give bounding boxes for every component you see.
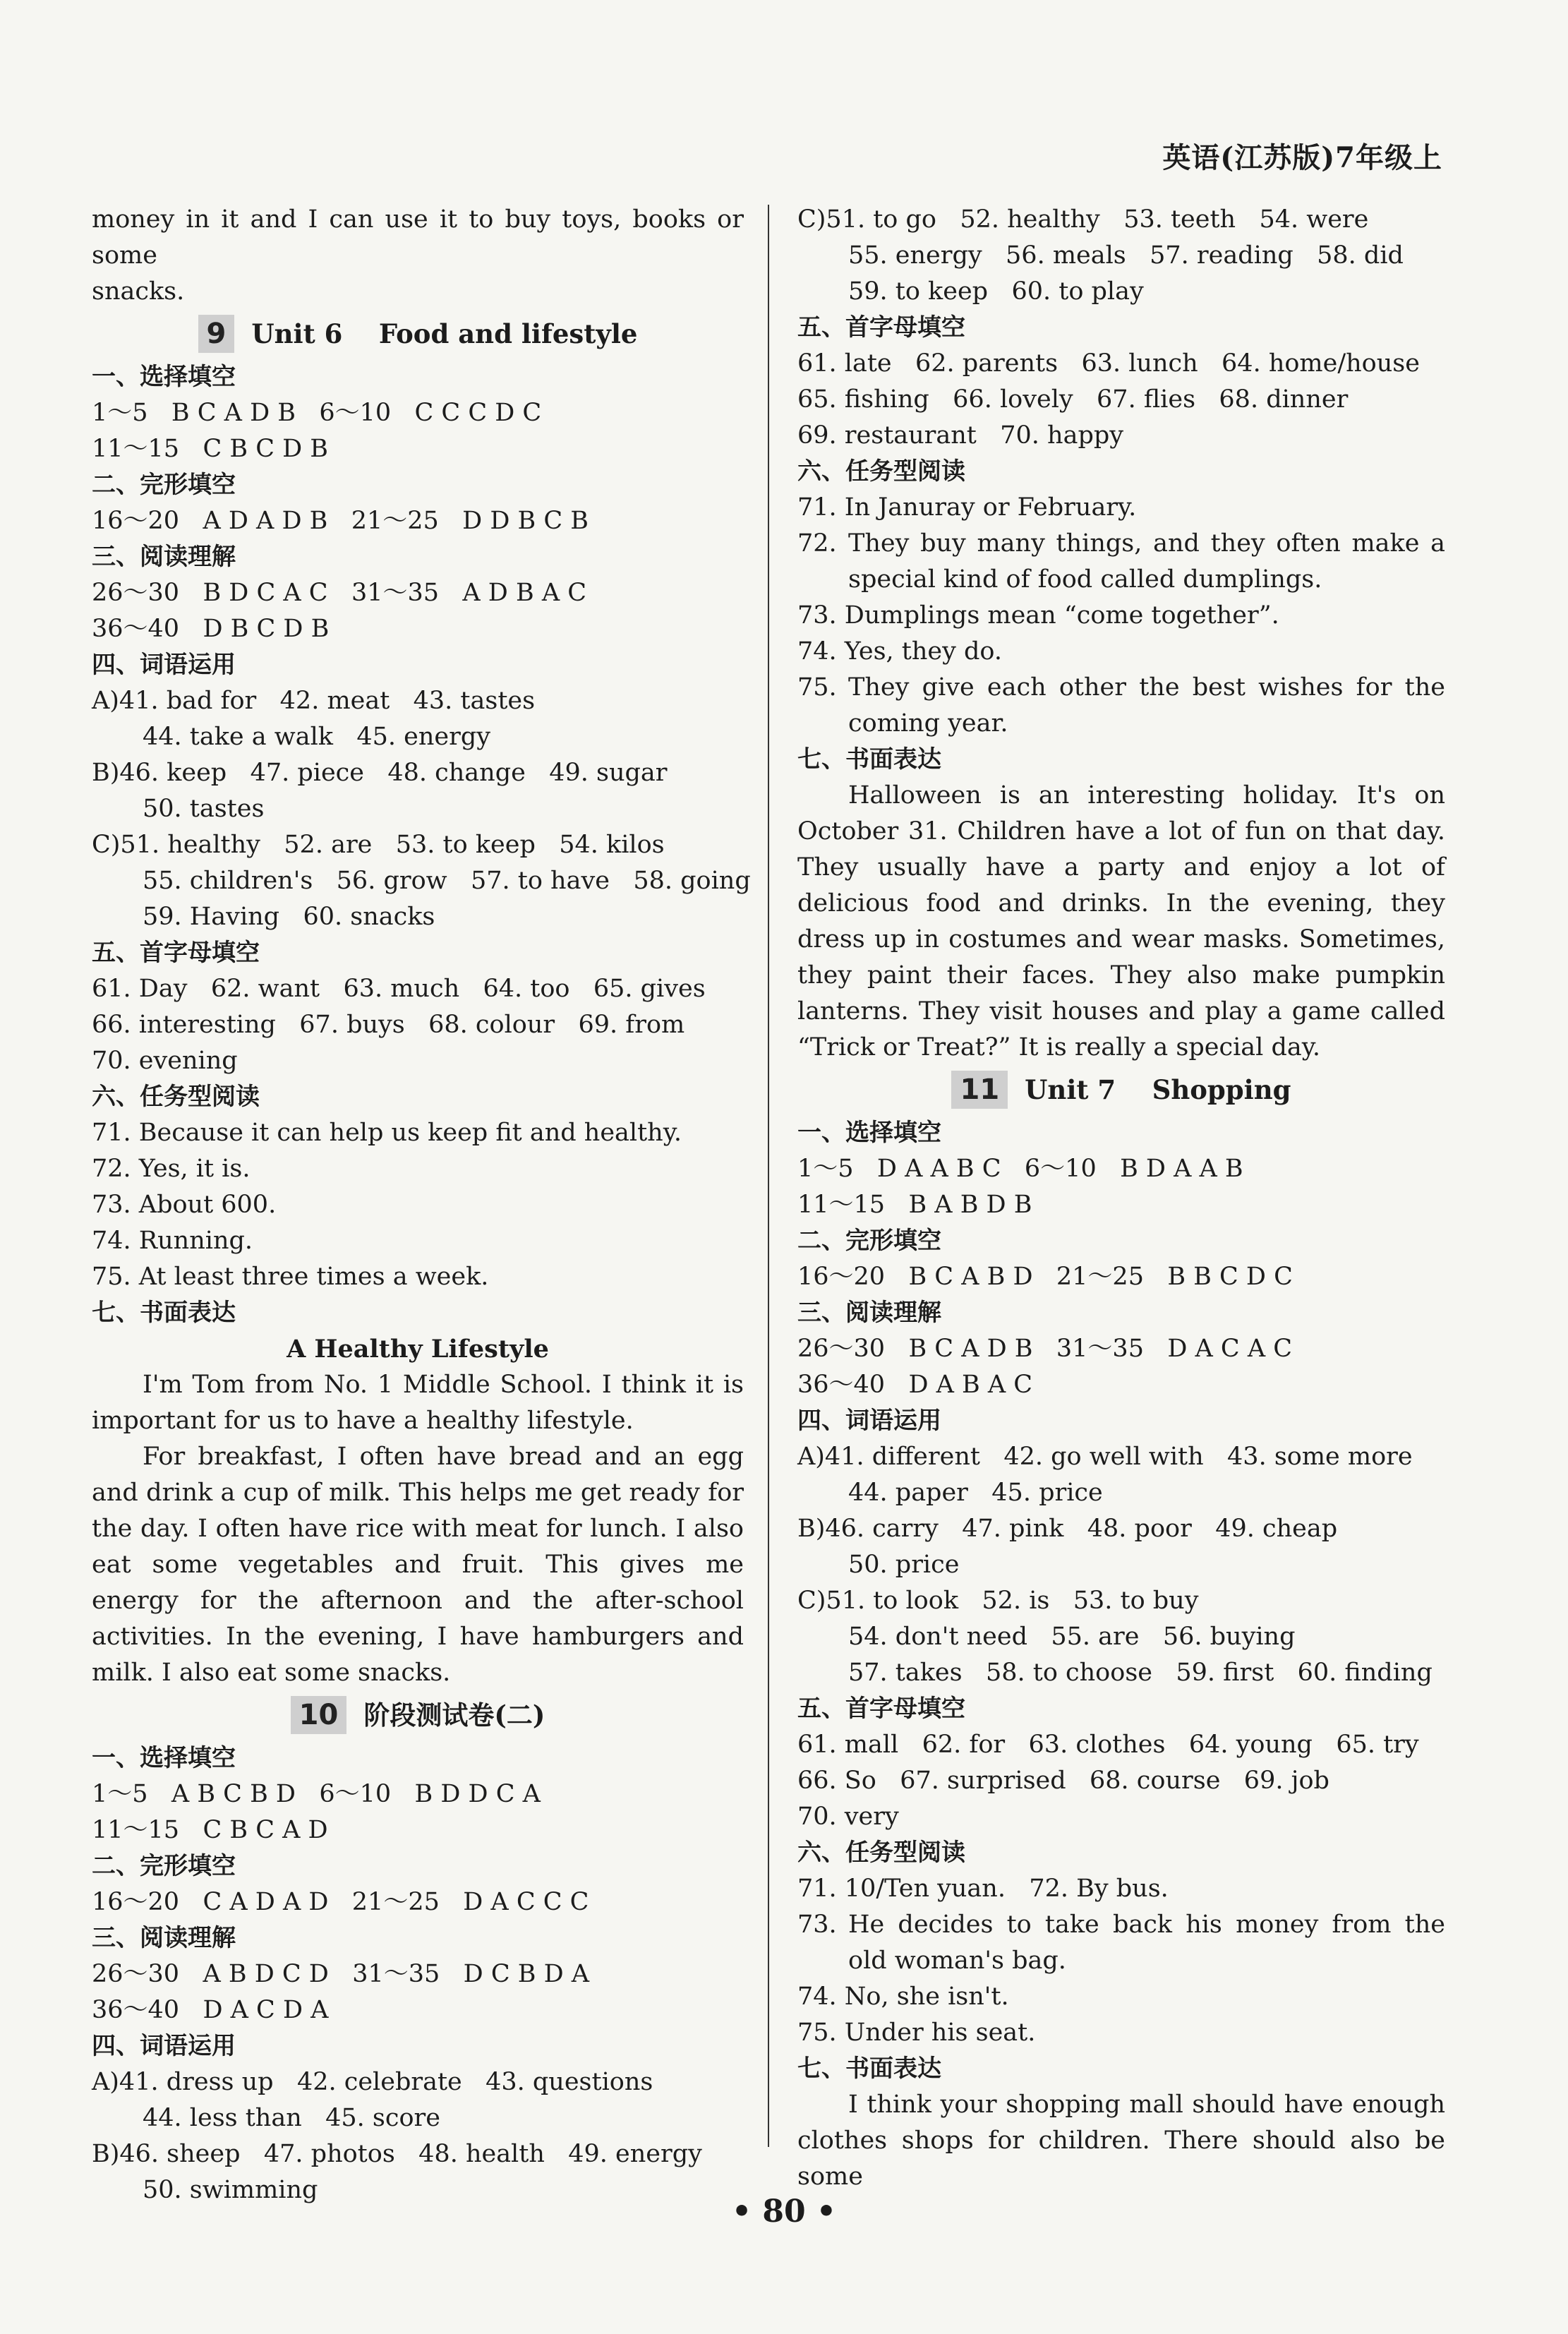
section-heading <box>92 1692 744 1738</box>
section-number-badge: 9 <box>198 315 235 353</box>
answer-item <box>797 1907 1445 1979</box>
answer-line: 71. 10/Ten yuan. 72. By bus. <box>797 1875 1169 1903</box>
answer-line: C)51. to look 52. is 53. to buy <box>797 1587 1199 1615</box>
answer-line-indented: 54. don't need 55. are 56. buying <box>848 1623 1296 1651</box>
answer-line: 75. At least three times a week. <box>92 1263 489 1291</box>
question-type-heading: 三、阅读理解 <box>797 1299 941 1327</box>
section-title: Unit 7 Shopping <box>1025 1073 1291 1105</box>
answer-line-indented: 57. takes 58. to choose 59. first 60. finding <box>848 1659 1433 1687</box>
column-divider <box>768 205 769 2147</box>
answer-line: 11～15 C B C A D <box>92 1816 328 1844</box>
answer-line: 36～40 D A C D A <box>92 1996 329 2024</box>
question-type-heading: 五、首字母填空 <box>797 313 965 342</box>
question-type-heading: 五、首字母填空 <box>92 939 260 967</box>
question-type-heading: 四、词语运用 <box>92 2032 236 2060</box>
question-type-heading: 一、选择填空 <box>92 1744 236 1772</box>
question-type-heading: 六、任务型阅读 <box>797 1839 965 1867</box>
left-column <box>92 202 751 2208</box>
answer-line: C)51. to go 52. healthy 53. teeth 54. were <box>797 205 1369 234</box>
right-column <box>797 202 1445 2195</box>
answer-line: 74. No, she isn't. <box>797 1983 1009 2011</box>
answer-line-indented: 44. take a walk 45. energy <box>143 723 491 751</box>
answer-line: B)46. sheep 47. photos 48. health 49. energy <box>92 2140 702 2168</box>
essay-title: A Healthy Lifestyle <box>287 1335 549 1364</box>
answer-line: snacks. <box>92 277 185 306</box>
answer-line: A)41. bad for 42. meat 43. tastes <box>92 687 536 715</box>
section-title: 阶段测试卷(二) <box>363 1699 545 1731</box>
answer-line: 36～40 D B C D B <box>92 615 330 643</box>
question-type-heading: 三、阅读理解 <box>92 543 236 571</box>
question-type-heading: 七、书面表达 <box>797 745 941 774</box>
answer-line: 1～5 B C A D B 6～10 C C C D C <box>92 399 542 427</box>
answer-line-indented: 59. to keep 60. to play <box>848 277 1144 306</box>
answer-line-indented: 50. price <box>848 1551 960 1579</box>
essay-paragraph-continued: money in it and I can use it to buy toys, books or some <box>92 205 744 270</box>
answer-line: 16～20 B C A B D 21～25 B B C D C <box>797 1263 1293 1291</box>
page-header-title: 英语(江苏版)7年级上 <box>1162 141 1442 174</box>
answer-text: They give each other the best wishes for the coming year. <box>848 673 1445 738</box>
answer-line: 36～40 D A B A C <box>797 1371 1033 1399</box>
answer-number: 73. <box>797 1911 837 1939</box>
answer-line: 73. Dumplings mean “come together”. <box>797 601 1279 630</box>
answer-line: 26～30 A B D C D 31～35 D C B D A <box>92 1960 590 1988</box>
answer-line-indented: 44. paper 45. price <box>848 1479 1103 1507</box>
answer-line: 72. Yes, it is. <box>92 1155 251 1183</box>
answer-line: 70. evening <box>92 1047 238 1075</box>
question-type-heading: 五、首字母填空 <box>797 1695 965 1723</box>
answer-line-indented: 59. Having 60. snacks <box>143 903 435 931</box>
answer-line: 16～20 C A D A D 21～25 D A C C C <box>92 1888 589 1916</box>
section-heading <box>797 1067 1445 1112</box>
answer-line: 75. Under his seat. <box>797 2019 1036 2047</box>
answer-line: 61. mall 62. for 63. clothes 64. young 65. try <box>797 1731 1419 1759</box>
answer-line: 26～30 B C A D B 31～35 D A C A C <box>797 1335 1293 1363</box>
answer-line: 61. late 62. parents 63. lunch 64. home/house <box>797 349 1420 378</box>
question-type-heading: 三、阅读理解 <box>92 1924 236 1952</box>
section-title: Unit 6 Food and lifestyle <box>251 318 638 349</box>
essay-paragraph: For breakfast, I often have bread and an egg and drink a cup of milk. This helps me get ready for the day. I often have rice with meat for lunch. I also eat some vegetables and fruit. This gives me energy for the afternoon and the after-school activities. In the evening, I have hamburgers and milk. I also eat some snacks. <box>92 1443 744 1687</box>
question-type-heading: 六、任务型阅读 <box>797 457 965 486</box>
answer-line: 66. interesting 67. buys 68. colour 69. from <box>92 1011 685 1039</box>
section-number-badge: 10 <box>291 1696 347 1734</box>
answer-line: 26～30 B D C A C 31～35 A D B A C <box>92 579 587 607</box>
question-type-heading: 二、完形填空 <box>92 471 236 499</box>
answer-line-indented: 44. less than 45. score <box>143 2104 440 2132</box>
question-type-heading: 一、选择填空 <box>797 1119 941 1147</box>
section-heading <box>92 311 744 356</box>
answer-number: 72. <box>797 529 837 558</box>
answer-line-indented: 55. energy 56. meals 57. reading 58. did <box>848 241 1404 270</box>
question-type-heading: 二、完形填空 <box>92 1852 236 1880</box>
answer-line: A)41. dress up 42. celebrate 43. questions <box>92 2068 653 2096</box>
answer-line: 11～15 C B C D B <box>92 435 329 463</box>
page-number: • 80 • <box>731 2194 837 2230</box>
essay-paragraph: Halloween is an interesting holiday. It's on October 31. Children have a lot of fun on that day. They usually have a party and enjoy a lot of delicious food and drinks. In the evening, they dress up in costumes and wear masks. Sometimes, they paint their faces. They also make pumpkin lanterns. They visit houses and play a game called “Trick or Treat?” It is really a special day. <box>797 781 1445 1061</box>
answer-item <box>797 526 1445 598</box>
answer-line: 74. Running. <box>92 1227 253 1255</box>
answer-number: 75. <box>797 673 837 702</box>
question-type-heading: 一、选择填空 <box>92 363 236 391</box>
question-type-heading: 七、书面表达 <box>797 2055 941 2083</box>
answer-line: 74. Yes, they do. <box>797 637 1002 666</box>
answer-line: 61. Day 62. want 63. much 64. too 65. gives <box>92 975 706 1003</box>
essay-paragraph: I think your shopping mall should have enough clothes shops for children. There should also be some <box>797 2091 1445 2191</box>
answer-line: 66. So 67. surprised 68. course 69. job <box>797 1767 1329 1795</box>
answer-text: He decides to take back his money from the old woman's bag. <box>848 1911 1445 1975</box>
answer-line: 71. In Januray or February. <box>797 493 1137 522</box>
answer-line-indented: 50. swimming <box>143 2176 318 2204</box>
answer-line: B)46. carry 47. pink 48. poor 49. cheap <box>797 1515 1338 1543</box>
question-type-heading: 四、词语运用 <box>92 651 236 679</box>
answer-line: 11～15 B A B D B <box>797 1191 1032 1219</box>
answer-line: 71. Because it can help us keep fit and healthy. <box>92 1119 682 1147</box>
answer-line: 73. About 600. <box>92 1191 277 1219</box>
answer-line: 16～20 A D A D B 21～25 D D B C B <box>92 507 589 535</box>
answer-line: 1～5 A B C B D 6～10 B D D C A <box>92 1780 541 1808</box>
answer-text: They buy many things, and they often make a special kind of food called dumplings. <box>848 529 1445 594</box>
essay-paragraph: I'm Tom from No. 1 Middle School. I think it is important for us to have a healthy lifestyle. <box>92 1371 744 1435</box>
answer-line: C)51. healthy 52. are 53. to keep 54. kilos <box>92 831 665 859</box>
answer-line: B)46. keep 47. piece 48. change 49. sugar <box>92 759 668 787</box>
section-number-badge: 11 <box>951 1071 1008 1109</box>
answer-line: 65. fishing 66. lovely 67. flies 68. dinner <box>797 385 1349 414</box>
answer-item <box>797 670 1445 742</box>
question-type-heading: 七、书面表达 <box>92 1299 236 1327</box>
answer-line: 1～5 D A A B C 6～10 B D A A B <box>797 1155 1243 1183</box>
question-type-heading: 六、任务型阅读 <box>92 1083 260 1111</box>
question-type-heading: 四、词语运用 <box>797 1407 941 1435</box>
answer-line: A)41. different 42. go well with 43. some more <box>797 1443 1413 1471</box>
answer-line: 69. restaurant 70. happy <box>797 421 1124 450</box>
answer-line-indented: 55. children's 56. grow 57. to have 58. going <box>143 867 751 895</box>
answer-line: 70. very <box>797 1803 899 1831</box>
answer-line-indented: 50. tastes <box>143 795 265 823</box>
question-type-heading: 二、完形填空 <box>797 1227 941 1255</box>
